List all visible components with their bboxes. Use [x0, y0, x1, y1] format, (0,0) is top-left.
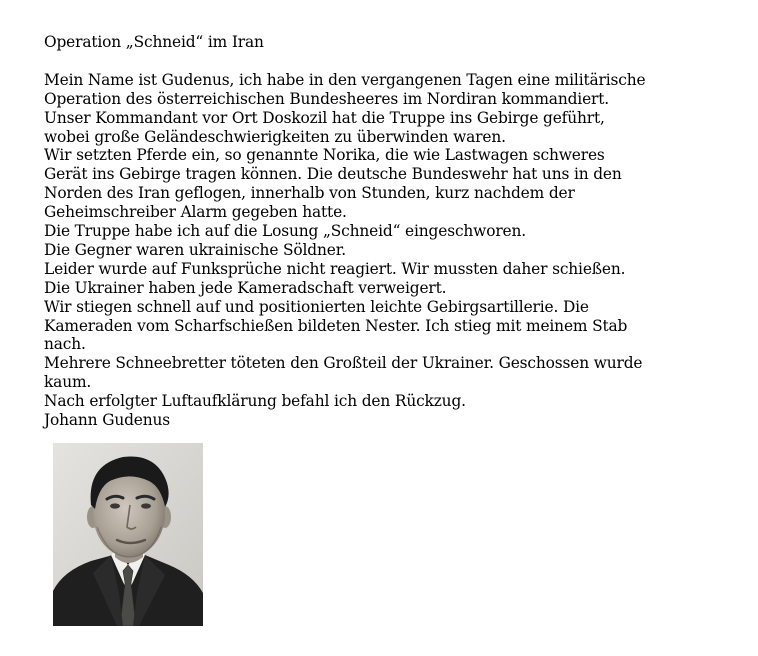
signature-name: Johann Gudenus — [44, 411, 171, 430]
text-line: Norden des Iran geflogen, innerhalb von Stunden, kurz nachdem der — [44, 184, 575, 203]
text-line: Gerät ins Gebirge tragen können. Die deutsche Bundeswehr hat uns in den — [44, 165, 622, 184]
text-line: Operation des österreichischen Bundesheeres im Nordiran kommandiert. — [44, 89, 610, 108]
text-line: Unser Kommandant vor Ort Doskozil hat die Truppe ins Gebirge geführt, — [44, 108, 605, 127]
text-line: Wir setzten Pferde ein, so genannte Norika, die wie Lastwagen schweres — [44, 146, 605, 165]
text-line: Kameraden vom Scharfschießen bildeten Nester. Ich stieg mit meinem Stab — [44, 316, 628, 335]
document-title: Operation „Schneid“ im Iran — [44, 33, 264, 51]
text-line: Die Ukrainer haben jede Kameradschaft verweigert. — [44, 278, 447, 297]
text-line: nach. — [44, 335, 86, 354]
text-line: Die Truppe habe ich auf die Losung „Schneid“ eingeschworen. — [44, 222, 526, 241]
text-line: Nach erfolgter Luftaufklärung befahl ich den Rückzug. — [44, 392, 466, 411]
text-line: Mein Name ist Gudenus, ich habe in den vergangenen Tagen eine militärische — [44, 70, 646, 89]
text-line: Mehrere Schneebretter töteten den Großteil der Ukrainer. Geschossen wurde — [44, 354, 643, 373]
text-line: Leider wurde auf Funksprüche nicht reagiert. Wir mussten daher schießen. — [44, 259, 626, 278]
text-line: Wir stiegen schnell auf und positionierten leichte Gebirgsartillerie. Die — [44, 297, 589, 316]
text-line: Geheimschreiber Alarm gegeben hatte. — [44, 203, 347, 222]
document-body — [44, 33, 744, 430]
portrait-photo — [53, 443, 203, 626]
text-line: kaum. — [44, 373, 92, 392]
text-line: Die Gegner waren ukrainische Söldner. — [44, 240, 346, 259]
text-line: wobei große Geländeschwierigkeiten zu überwinden waren. — [44, 127, 506, 146]
